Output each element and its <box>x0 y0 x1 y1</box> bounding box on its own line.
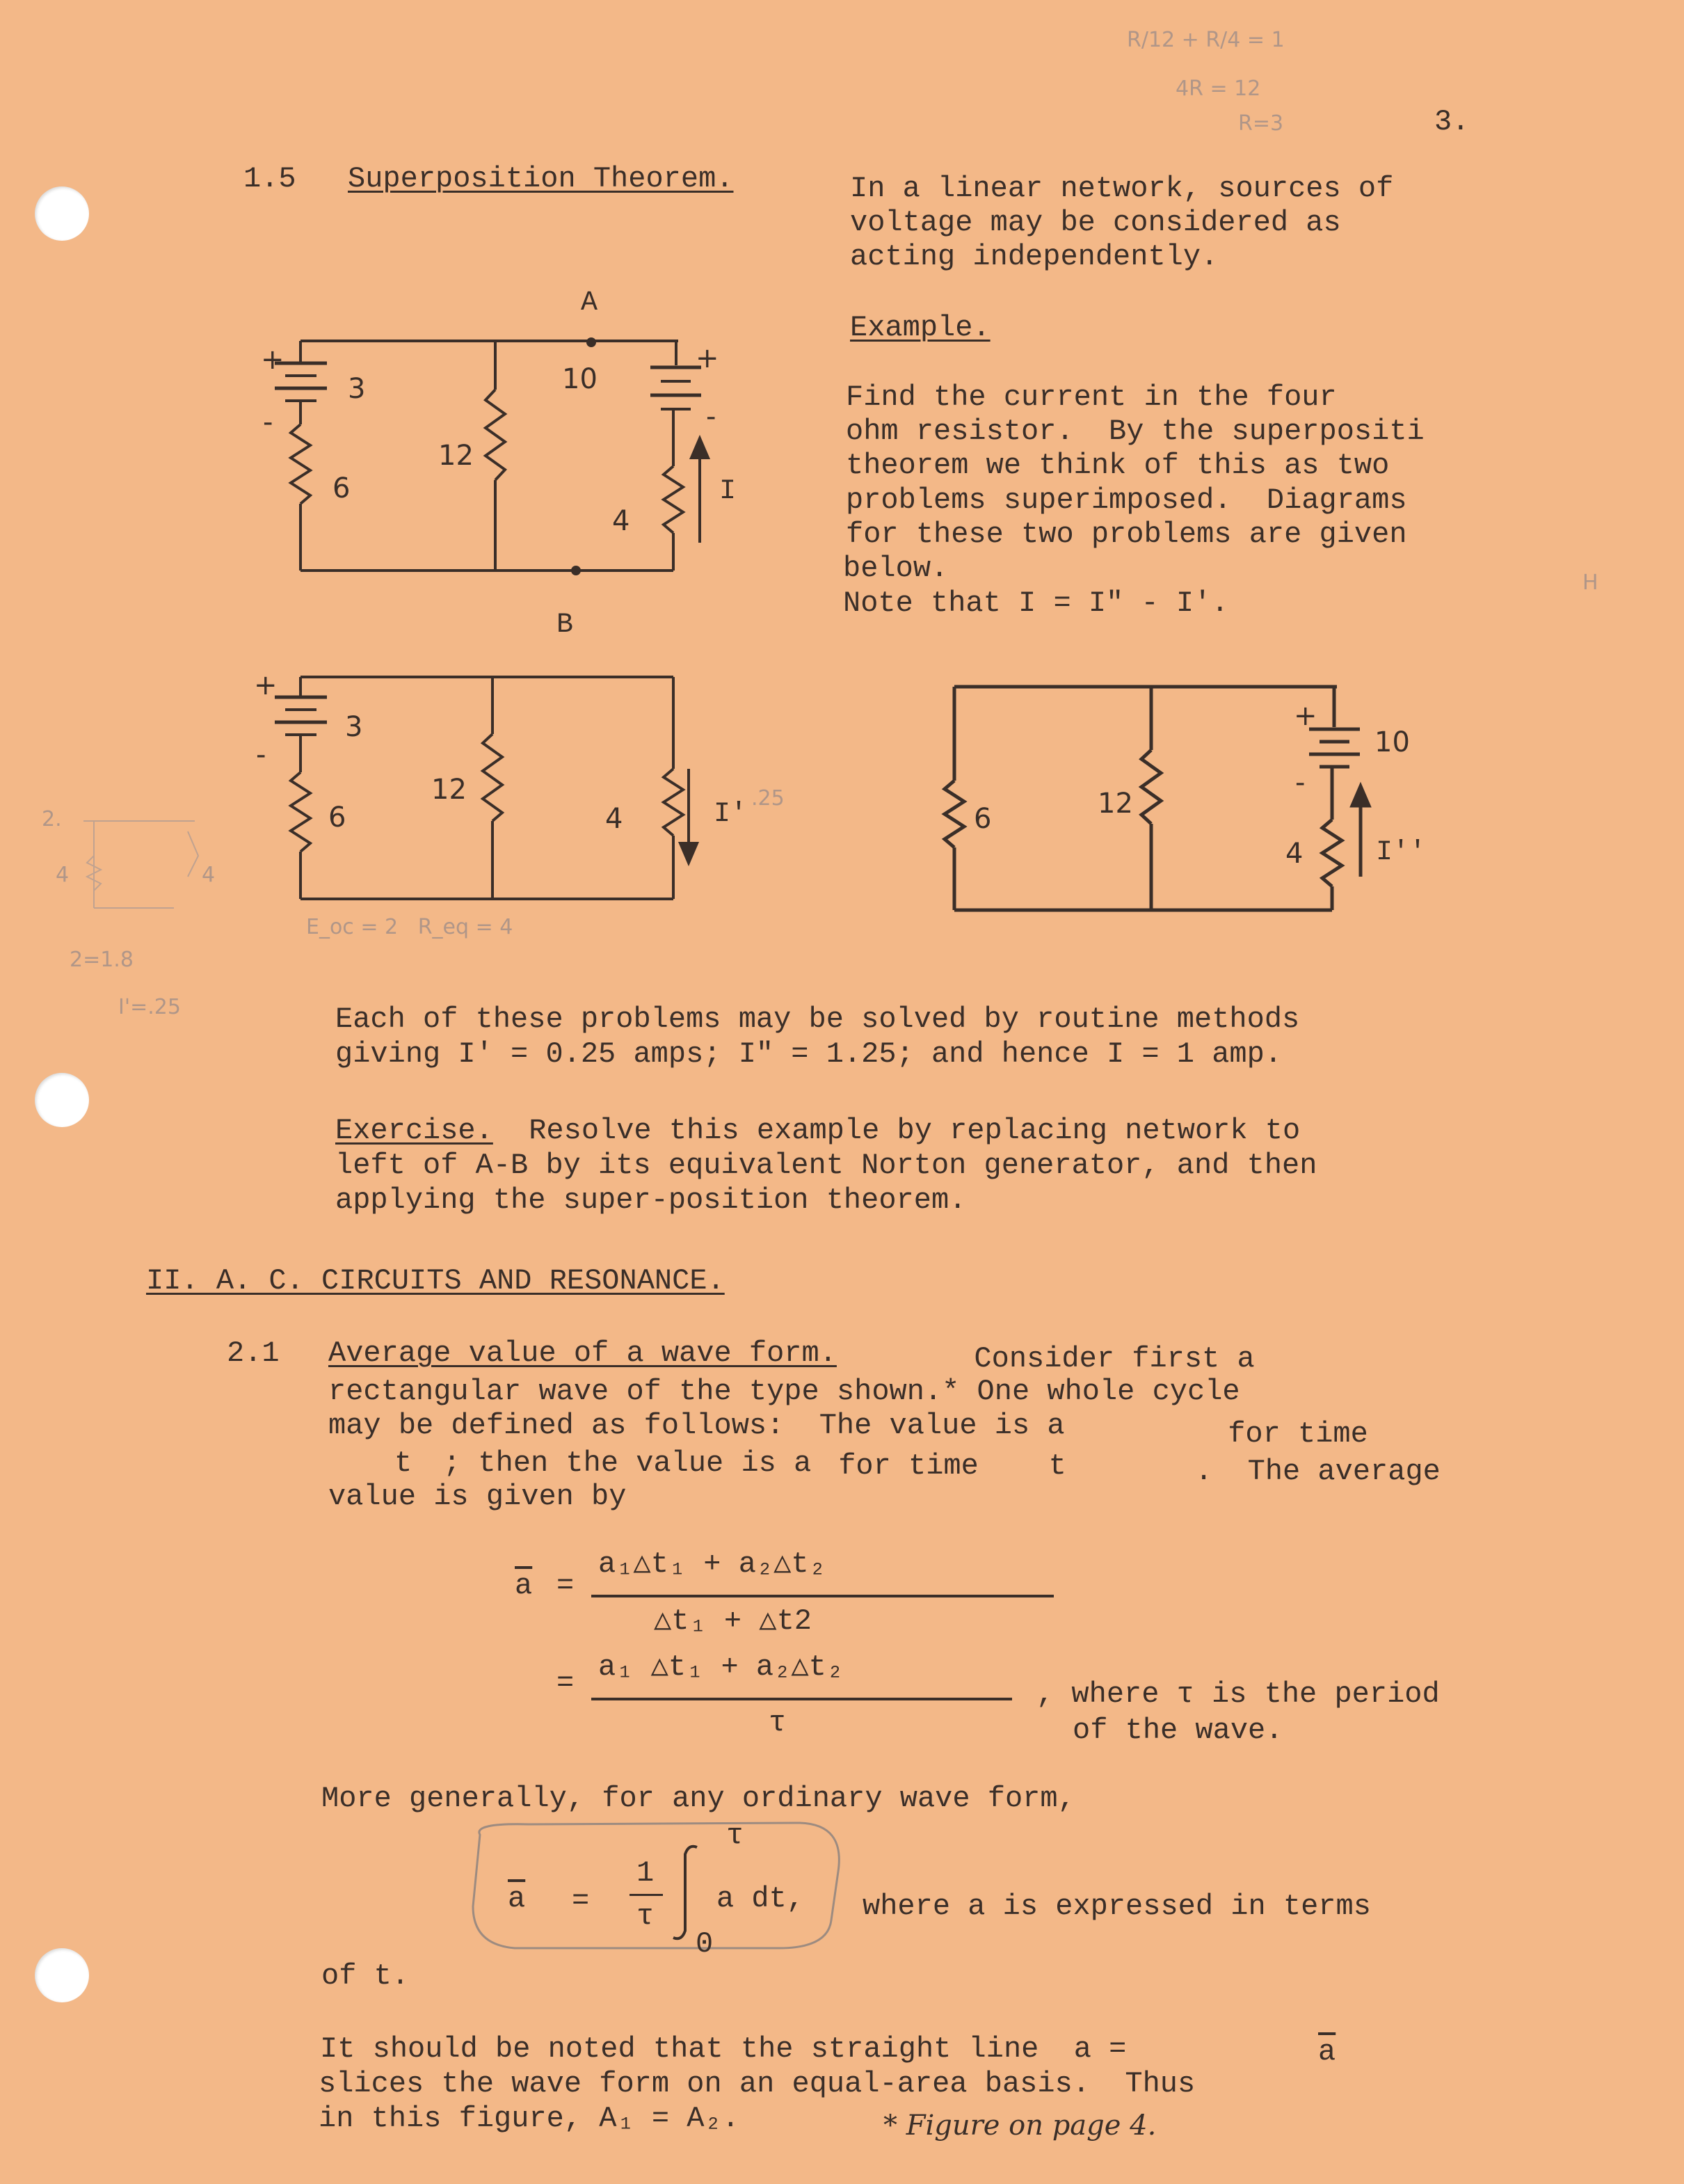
c1-minus-right: - <box>706 401 716 433</box>
para-2-1-line-3: may be defined as follows: The value is a <box>328 1409 1065 1442</box>
c2-label-4: 4 <box>605 803 623 835</box>
node-a-dot <box>586 337 596 347</box>
example-line-6: below. <box>843 552 949 585</box>
integral-equals: = <box>572 1884 590 1918</box>
intro-line-2: voltage may be considered as <box>850 206 1341 239</box>
para-2-1-line-2: rectangular wave of the type shown.* One whole cycle <box>328 1375 1240 1408</box>
c3-label-6: 6 <box>974 803 992 835</box>
noted-line-2: slices the wave form on an equal-area basis. Thus <box>319 2067 1196 2101</box>
c2-label-6: 6 <box>328 802 346 834</box>
section-ii-title: II. A. C. CIRCUITS AND RESONANCE. <box>146 1264 725 1298</box>
c1-plus-left: + <box>261 344 284 376</box>
where-tau-line-1: , where τ is the period <box>1036 1677 1440 1711</box>
para-2-1-line-1: Consider first a <box>939 1342 1255 1376</box>
node-b-dot <box>571 566 581 575</box>
c3-label-10: 10 <box>1374 726 1410 758</box>
para-2-1-line-3-suffix: for time <box>1210 1417 1368 1451</box>
noted-line-1: It should be noted that the straight line a = <box>320 2032 1144 2066</box>
exercise-line-3: applying the super-position theorem. <box>335 1183 967 1217</box>
pencil-doodle-left <box>83 821 198 908</box>
c3-minus: - <box>1295 767 1306 799</box>
margin-note-left-4a: 4 <box>56 863 70 887</box>
integral-upper: τ <box>726 1819 744 1852</box>
eq2-numerator: a₁ △t₁ + a₂△t₂ <box>598 1650 844 1684</box>
circuit-1-wires <box>275 341 708 571</box>
c3-label-4: 4 <box>1285 838 1304 870</box>
noted-line-3: in this figure, A₁ = A₂. <box>319 2102 739 2135</box>
eq1-abar: $\overline{a}$ <box>515 1569 533 1602</box>
intro-line-3: acting independently. <box>850 240 1219 273</box>
section-title-average-value: Average value of a wave form. <box>328 1337 837 1370</box>
solution-line-2: giving I' = 0.25 amps; I" = 1.25; and hence I = 1 amp. <box>335 1037 1283 1071</box>
margin-note-sup: .25 <box>751 786 785 811</box>
integral-frac-bar <box>630 1894 663 1896</box>
c1-label-current-i: I <box>719 476 737 507</box>
intro-line-1: In a linear network, sources of <box>850 172 1394 205</box>
eq1-denominator: △t₁ + △t2 <box>654 1604 812 1638</box>
eq2-fraction-bar <box>591 1698 1012 1700</box>
integral-frac-num: 1 <box>636 1856 655 1890</box>
para-2-1-line-4-tail: . The average <box>1195 1455 1441 1488</box>
integral-where: where a is expressed in terms <box>863 1890 1371 1923</box>
exercise-line-1: Resolve this example by replacing network to <box>511 1114 1301 1147</box>
para-2-1-line-5: value is given by <box>328 1480 627 1513</box>
example-line-5: for these two problems are given <box>846 518 1407 551</box>
integrand: a dt, <box>716 1882 805 1915</box>
circuit-2-wires <box>275 677 697 899</box>
integral-abar: $\overline{a}$ <box>508 1882 526 1915</box>
exercise-line-2: left of A-B by its equivalent Norton generator, and then <box>335 1149 1317 1182</box>
margin-note-left-ratio: 2=1.8 <box>70 948 134 972</box>
c2-label-current: I' <box>714 799 748 830</box>
example-label: Example. <box>850 311 991 344</box>
label-node-b: B <box>556 609 574 641</box>
c1-minus-left: - <box>263 406 273 438</box>
of-t: of t. <box>321 1959 410 1993</box>
example-line-2: ohm resistor. By the superpositi <box>846 415 1425 448</box>
eq1-equals: = <box>556 1569 575 1602</box>
c3-plus: + <box>1294 700 1317 732</box>
c1-plus-right: + <box>696 342 719 374</box>
integral-lower: 0 <box>696 1927 714 1961</box>
margin-note-right-h: H <box>1582 571 1598 595</box>
more-generally: More generally, for any ordinary wave form, <box>321 1782 1075 1815</box>
eq1-numerator: a₁△t₁ + a₂△t₂ <box>598 1547 826 1581</box>
example-line-7: Note that I = I" - I'. <box>843 587 1229 620</box>
eq1-fraction-bar <box>591 1595 1054 1597</box>
footnote-figure-page-4: * Figure on page 4. <box>883 2110 1157 2142</box>
c1-label-12: 12 <box>438 440 474 472</box>
section-number-1-5: 1.5 <box>243 162 296 196</box>
example-line-3: theorem we think of this as two <box>846 449 1390 482</box>
integral-frac-den: τ <box>636 1899 655 1933</box>
margin-note-left-4b: 4 <box>202 863 216 887</box>
c1-label-4: 4 <box>612 505 630 537</box>
section-number-2-1: 2.1 <box>227 1337 280 1370</box>
where-tau-line-2: of the wave. <box>1073 1714 1283 1747</box>
noted-abar: $\overline{a}$ <box>1318 2035 1336 2069</box>
margin-note-left-2: 2. <box>42 807 62 831</box>
section-title-superposition: Superposition Theorem. <box>348 162 734 196</box>
para-2-1-line-4-mid: ; then the value is a <box>443 1446 812 1480</box>
margin-note-top-right-2: 4R = 12 <box>1176 77 1261 101</box>
c1-label-3: 3 <box>348 373 366 405</box>
c3-label-12: 12 <box>1098 788 1133 820</box>
c2-plus: + <box>254 669 278 701</box>
example-line-1: Find the current in the four <box>846 381 1337 414</box>
solution-line-1: Each of these problems may be solved by routine methods <box>335 1003 1300 1036</box>
eq2-equals: = <box>556 1666 575 1700</box>
c3-label-current: I'' <box>1376 837 1427 868</box>
c2-minus: - <box>256 739 266 771</box>
label-node-a: A <box>581 287 598 319</box>
para-2-1-line-4-end: for time t <box>821 1449 1066 1483</box>
margin-note-top-right-3: R=3 <box>1238 111 1284 136</box>
exercise-label: Exercise. <box>335 1114 493 1147</box>
eq2-denominator: τ <box>769 1706 787 1739</box>
example-line-4: problems superimposed. Diagrams <box>846 484 1407 517</box>
margin-note-left-current: I'=.25 <box>118 995 181 1019</box>
margin-note-under-circuit: E_oc = 2 R_eq = 4 <box>306 915 513 939</box>
page-number: 3. <box>1434 105 1470 138</box>
c1-label-6: 6 <box>332 472 351 504</box>
c2-label-3: 3 <box>345 711 363 743</box>
para-2-1-line-4-t: t <box>394 1446 412 1480</box>
margin-note-top-right-1: R/12 + R/4 = 1 <box>1127 28 1285 52</box>
c2-label-12: 12 <box>431 774 467 806</box>
c1-label-10: 10 <box>562 363 598 395</box>
